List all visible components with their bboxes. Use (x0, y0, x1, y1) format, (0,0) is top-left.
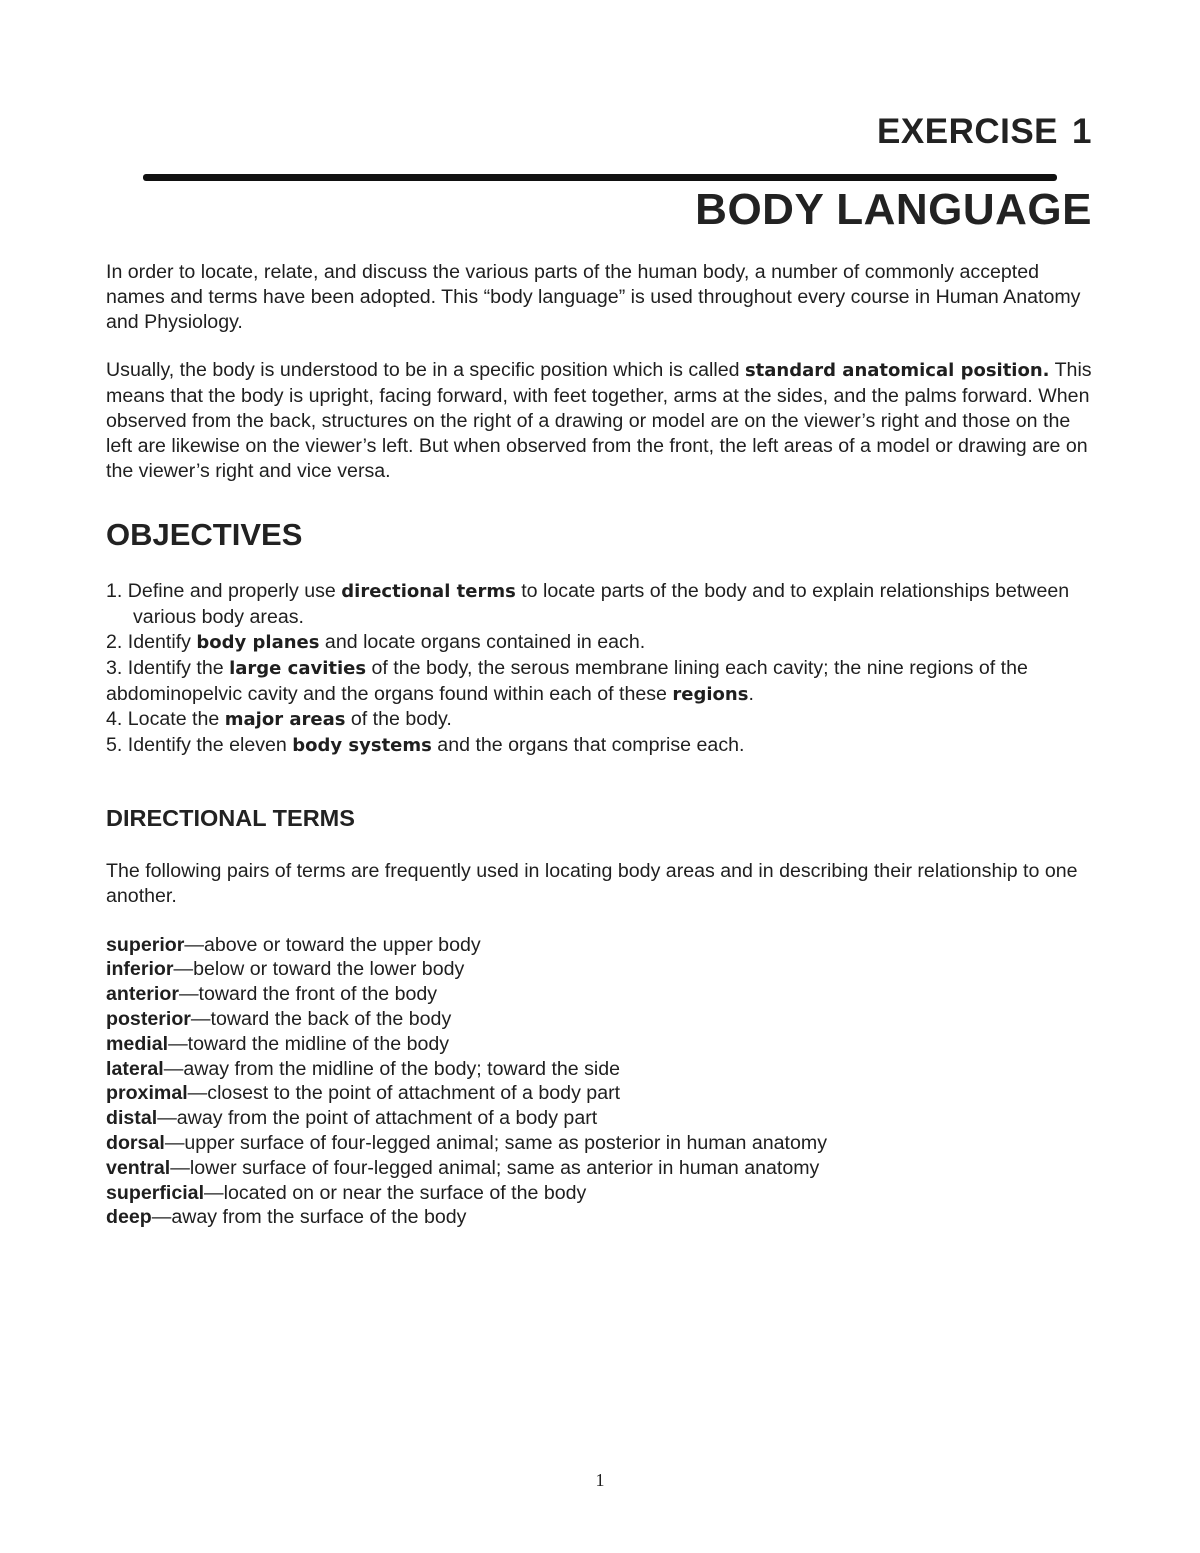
term-definition: —away from the midline of the body; toward the side (163, 1057, 621, 1080)
objective-bold: directional terms (341, 581, 516, 603)
objective-text: to locate parts of the body and to explain relationships between various body areas. (133, 580, 1070, 629)
objective-text: of the body. (345, 708, 452, 731)
term-row (106, 957, 1096, 982)
objective-text: and the organs that comprise each. (431, 734, 745, 757)
term-name: distal (106, 1107, 158, 1130)
term-row (106, 1007, 1096, 1032)
term-name: superficial (106, 1181, 205, 1204)
intro-paragraph-2 (106, 358, 1096, 483)
term-definition: —lower surface of four-legged animal; same as anterior in human anatomy (170, 1156, 820, 1179)
term-row (106, 1205, 1096, 1230)
objectives-list (106, 579, 1096, 759)
term-name: lateral (106, 1057, 164, 1080)
objective-text: and locate organs contained in each. (319, 630, 646, 653)
term-definition: —away from the point of attachment of a body part (157, 1107, 598, 1130)
directional-intro: The following pairs of terms are frequently used in locating body areas and in describing their relationship to one another. (106, 859, 1078, 907)
intro-p2-rest: This means that the body is upright, facing forward, with feet together, arms at the sides, and the palms forward. When observed from the back, structures on the right of a drawing or model are on the viewer’s right and those on the left are likewise on the viewer’s left. But when observed from the front, the left areas of a model or drawing are on the viewer’s right and vice versa. (106, 359, 1092, 482)
objective-text: 2. Identify (106, 630, 197, 653)
term-definition: —toward the midline of the body (168, 1032, 450, 1055)
term-definition: —upper surface of four-legged animal; same as posterior in human anatomy (164, 1131, 827, 1154)
objective-text: . (748, 682, 754, 705)
exercise-label (877, 112, 1092, 152)
objective-bold: regions (672, 683, 749, 705)
objective-item (106, 656, 1096, 708)
term-row (106, 1032, 1096, 1057)
term-definition: —toward the back of the body (190, 1007, 452, 1030)
term-name: superior (106, 933, 185, 956)
objective-text: 5. Identify the eleven (106, 734, 293, 757)
term-name: dorsal (106, 1131, 165, 1154)
term-name: proximal (106, 1082, 188, 1105)
term-definition: —located on or near the surface of the body (204, 1181, 587, 1204)
term-definition: —below or toward the lower body (173, 958, 465, 981)
term-definition: —away from the surface of the body (151, 1206, 467, 1229)
term-row (106, 1057, 1096, 1082)
term-row (106, 1181, 1096, 1206)
term-name: inferior (106, 958, 174, 981)
objective-item (106, 733, 1096, 759)
exercise-text: EXERCISE (877, 112, 1059, 151)
term-row (106, 1106, 1096, 1131)
objective-text: of the body, the serous membrane lining each cavity; the nine regions of the abdominopelvic cavity and the organs found within each of these (106, 656, 1028, 705)
term-row (106, 982, 1096, 1007)
term-name: ventral (106, 1156, 171, 1179)
objective-text: 3. Identify the (106, 656, 230, 679)
intro-p2-text: Usually, the body is understood to be in a specific position which is called (106, 359, 745, 382)
objective-bold: large cavities (229, 657, 367, 679)
term-row (106, 1156, 1096, 1181)
objective-item (106, 579, 1096, 630)
intro-paragraph-1: In order to locate, relate, and discuss the various parts of the human body, a number of commonly accepted names and terms have been adopted. This “body language” is used throughout every course in Human Anatomy and Physiology. (106, 261, 1081, 333)
objective-text: 4. Locate the (106, 708, 225, 731)
objective-bold: body planes (196, 631, 320, 653)
objective-text: 1. Define and properly use (106, 580, 342, 603)
term-definition: —above or toward the upper body (184, 933, 481, 956)
term-name: medial (106, 1032, 169, 1055)
term-row (106, 933, 1096, 958)
intro-p2-bold: standard anatomical position. (744, 360, 1050, 382)
page-title: BODY LANGUAGE (695, 185, 1092, 234)
term-name: anterior (106, 983, 179, 1006)
objective-item (106, 707, 1096, 733)
objectives-heading: OBJECTIVES (106, 517, 303, 553)
directional-terms-heading: DIRECTIONAL TERMS (106, 804, 355, 831)
page-number: 1 (595, 1470, 605, 1490)
directional-terms-list (106, 933, 1096, 1231)
term-name: deep (106, 1206, 152, 1229)
main-content (106, 260, 1096, 1230)
term-definition: —closest to the point of attachment of a body part (187, 1082, 621, 1105)
term-definition: —toward the front of the body (178, 983, 438, 1006)
objective-item (106, 630, 1096, 656)
term-name: posterior (106, 1007, 191, 1030)
objective-bold: major areas (224, 709, 346, 731)
term-row (106, 1131, 1096, 1156)
header-rule (143, 174, 1057, 181)
exercise-number: 1 (1072, 112, 1092, 151)
objective-bold: body systems (292, 735, 432, 757)
term-row (106, 1081, 1096, 1106)
